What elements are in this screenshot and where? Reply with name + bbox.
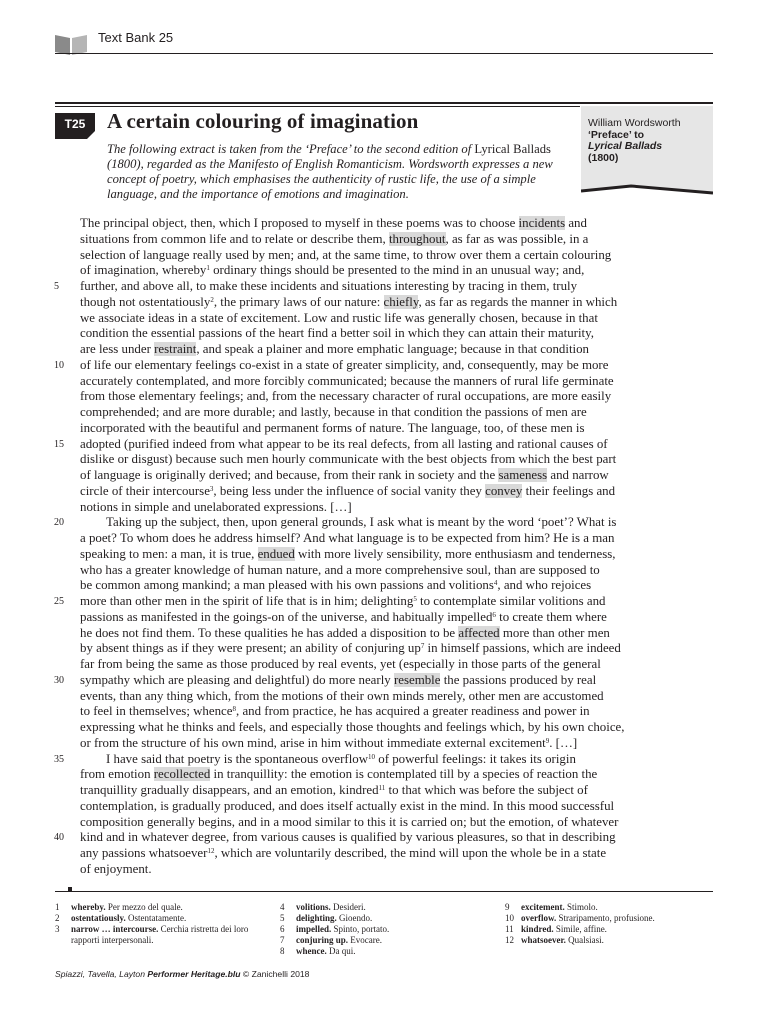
line-number: 5 <box>54 281 59 292</box>
line-text: and <box>565 216 587 230</box>
footnote-term: narrow … intercourse. <box>71 924 159 934</box>
line-number: 20 <box>54 517 64 529</box>
line-text: condition the essential passions of the heart find a better soil in which they can attain their maturity, <box>80 326 594 341</box>
line-text: notions in simple and unelaborated expressions. […] <box>80 499 352 514</box>
footnote-ref: 9 <box>545 736 550 745</box>
line-text: tranquillity gradually disappears, and an emotion, kindred <box>80 783 379 797</box>
footnote-ref: 2 <box>210 295 214 304</box>
text-line <box>80 736 730 752</box>
footnote-number: 8 <box>280 946 285 956</box>
footnote-gloss: Desideri. <box>330 902 366 912</box>
line-text: of imagination, whereby <box>80 263 207 278</box>
author-name: William Wordsworth <box>588 117 681 129</box>
line-text: any passions whatsoever <box>80 846 208 860</box>
line-text: , and from practice, he has acquired a greater readiness and power in <box>236 704 590 719</box>
header-rule <box>55 53 713 54</box>
text-line <box>80 452 730 468</box>
title-top-rule <box>55 102 713 104</box>
footnote-number: 9 <box>505 902 510 912</box>
footnote-ref: 1 <box>206 264 210 273</box>
text-line <box>80 358 730 374</box>
footnote-item <box>280 935 480 946</box>
text-line <box>80 846 730 862</box>
highlighted-word: chiefly <box>383 294 419 309</box>
credits-authors: Spiazzi, Tavella, Layton <box>55 969 145 979</box>
highlighted-word: convey <box>485 483 523 498</box>
text-line <box>80 594 730 610</box>
text-line <box>80 389 730 405</box>
line-text: their feelings and <box>522 483 616 498</box>
footnote-item <box>505 913 715 924</box>
text-line <box>80 815 730 831</box>
work-year: (1800) <box>588 151 619 164</box>
footnote-gloss: Per mezzo del quale. <box>105 902 183 912</box>
highlighted-word: sameness <box>498 468 548 482</box>
line-text: he does not find them. To these qualities he has added a disposition to be <box>80 625 459 640</box>
footnote-item <box>55 924 265 946</box>
text-line <box>80 752 730 768</box>
line-text: adopted (purified indeed from what appear to be its real defects, from all lasting and rational causes of <box>80 436 608 451</box>
line-text: further, and above all, to make these incidents and situations interesting by tracing in them, truly <box>80 279 578 293</box>
text-line <box>80 515 730 531</box>
line-text: be common among mankind; a man pleased with his own passions and volitions <box>80 578 494 593</box>
text-line <box>80 279 730 295</box>
text-line <box>80 862 730 878</box>
page-title: A certain colouring of imagination <box>107 109 419 133</box>
footnote-ref: 4 <box>493 579 498 588</box>
text-line <box>80 783 730 799</box>
line-text: though not ostentatiously <box>80 294 211 309</box>
footnote-item <box>55 913 265 924</box>
text-line <box>80 232 730 248</box>
line-text: , and who rejoices <box>497 578 592 593</box>
text-line <box>80 641 730 657</box>
line-number: 25 <box>54 596 64 607</box>
intro-text: The following extract is taken from the ‘Preface’ to the second edition of <box>107 142 475 156</box>
footnote-gloss: Straripamento, profusione. <box>556 913 655 923</box>
text-line <box>80 531 730 547</box>
text-line <box>80 578 730 594</box>
text-badge-label: T25 <box>64 117 86 131</box>
line-text: speaking to men: a man, it is true, <box>80 546 258 561</box>
line-text: of enjoyment. <box>80 861 152 876</box>
text-line <box>80 767 730 783</box>
footnote-item <box>280 946 480 957</box>
footnote-item <box>505 935 715 946</box>
line-number: 15 <box>54 438 64 450</box>
line-text: , the primary laws of our nature: <box>213 294 384 309</box>
line-text: sympathy which are pleasing and delightful) do more nearly <box>80 672 394 687</box>
footnote-term: impelled. <box>296 924 332 934</box>
footnote-number: 4 <box>280 902 285 912</box>
line-text: of life our elementary feelings co-exist in a state of greater simplicity, and, consequently, may be more <box>80 357 609 372</box>
author-info-text <box>588 118 708 164</box>
highlighted-word: affected <box>458 625 500 640</box>
footnote-ref: 6 <box>492 610 496 619</box>
line-text: contemplation, is gradually produced, and does itself actually exist in the mind. In this mood successful <box>80 798 615 813</box>
footnote-gloss: Gioendo. <box>336 913 373 923</box>
footnote-gloss: Cerchia ristretta dei loro rapporti interpersonali. <box>71 924 249 945</box>
line-text: events, than any thing which, from the motions of their own minds merely, other men are accustomed <box>80 688 604 703</box>
text-line <box>80 547 730 563</box>
line-text: , as far as regards the manner in which <box>418 294 618 309</box>
footnote-number: 6 <box>280 924 285 934</box>
line-text: , as far as was possible, in a <box>445 231 589 246</box>
highlighted-word: resemble <box>393 672 441 687</box>
footnote-item <box>280 924 480 935</box>
highlighted-word: incidents <box>518 216 566 230</box>
footnote-gloss: Qualsiasi. <box>565 935 604 945</box>
text-line <box>80 295 730 311</box>
line-number: 30 <box>54 674 64 686</box>
line-text: to contemplate similar volitions and <box>416 594 606 608</box>
footnote-gloss: Stimolo. <box>564 902 598 912</box>
line-text: circle of their intercourse <box>80 483 210 498</box>
line-text: selection of language really used by men; and, at the same time, to throw over them a certain colouring <box>80 247 612 262</box>
footnote-ref: 5 <box>413 595 417 603</box>
text-line <box>80 326 730 342</box>
footnote-number: 2 <box>55 913 60 923</box>
line-text: situations from common life and to relate or describe them, <box>80 231 389 246</box>
line-number: 35 <box>54 753 64 765</box>
line-text: ordinary things should be presented to the mind in an unusual way; and, <box>209 263 585 278</box>
intro-paragraph <box>107 142 567 202</box>
footnote-term: whereby. <box>71 902 106 912</box>
highlighted-word: endued <box>257 546 295 561</box>
text-line <box>80 484 730 500</box>
line-text: from those elementary feelings; and, from the necessary character of rural occupations, are more easily <box>80 389 612 404</box>
line-text: far from being the same as those produced by real events, yet (especially in those parts of the general <box>80 657 601 671</box>
line-text: of language is originally derived; and because, from their rank in society and the <box>80 468 499 482</box>
line-text: accurately contemplated, and more forcibly communicated; because the manners of rural life germinate <box>80 373 614 388</box>
footnote-marker <box>68 887 72 891</box>
line-text: passions as manifested in the goings-on of the universe, and habitually impelled <box>80 609 493 624</box>
line-text: to create them where <box>495 609 607 624</box>
text-line <box>80 563 730 579</box>
line-text: dislike or disgust) because such men hourly communicate with the best objects from which the best part <box>80 452 617 467</box>
line-number: 10 <box>54 359 64 371</box>
text-line <box>80 216 730 232</box>
line-text: expressing what he thinks and feels, and especially those thoughts and feelings which, by his own choice, <box>80 720 625 734</box>
title-second-rule <box>55 106 580 107</box>
footnotes-column-2 <box>280 902 480 957</box>
text-line <box>80 689 730 705</box>
footnote-number: 1 <box>55 902 60 912</box>
footnote-number: 11 <box>505 924 514 934</box>
footnote-term: volitions. <box>296 902 331 912</box>
footnote-term: excitement. <box>521 902 565 912</box>
footnote-ref: 8 <box>232 705 236 714</box>
footnote-ref: 12 <box>207 847 215 855</box>
text-line <box>80 248 730 264</box>
work-title: Lyrical Ballads <box>588 140 663 152</box>
highlighted-word: throughout <box>388 231 446 246</box>
text-line <box>80 437 730 453</box>
line-text: with more lively sensibility, more enthusiasm and tenderness, <box>294 546 616 561</box>
line-text: The principal object, then, which I proposed to myself in these poems was to choose <box>80 216 519 230</box>
line-text: by absent things as if they were present; an ability of conjuring up <box>80 641 421 656</box>
footnote-gloss: Simile, affine. <box>553 924 607 934</box>
line-text: , which are voluntarily described, the mind will upon the whole be in a state <box>214 846 607 860</box>
line-text: kind and in whatever degree, from various causes is qualified by various pleasures, so that in describing <box>80 830 616 845</box>
line-text: , and speak a plainer and more emphatic language; because in that condition <box>196 342 590 356</box>
footnote-term: conjuring up. <box>296 935 349 945</box>
footnote-term: whatsoever. <box>521 935 566 945</box>
footnote-term: kindred. <box>521 924 554 934</box>
text-line <box>80 799 730 815</box>
footnote-gloss: Da qui. <box>326 946 356 956</box>
footnote-number: 3 <box>55 924 60 934</box>
credits-book: Performer Heritage.blu <box>147 969 241 979</box>
line-text: are less under <box>80 342 155 356</box>
text-line <box>80 405 730 421</box>
line-text: . […] <box>549 735 578 750</box>
text-line <box>80 468 730 484</box>
line-text: I have said that poetry is the spontaneous overflow <box>106 751 369 766</box>
line-text: more than other men <box>499 625 610 640</box>
line-text: in tranquillity: the emotion is contemplated till by a species of reaction the <box>210 767 598 782</box>
line-number: 40 <box>54 832 64 844</box>
text-line <box>80 673 730 689</box>
line-text: incorporated with the beautiful and permanent forms of nature. The language, too, of these men is <box>80 420 585 435</box>
text-line <box>80 342 730 358</box>
footnote-item <box>505 924 715 935</box>
footnote-item <box>505 902 715 913</box>
line-text: comprehended; and are more durable; and lastly, because in that condition the passions of men are <box>80 405 587 419</box>
text-line <box>80 610 730 626</box>
footnote-term: ostentatiously. <box>71 913 126 923</box>
footnote-rule <box>55 891 713 892</box>
text-line <box>80 263 730 279</box>
credits-copyright: © Zanichelli 2018 <box>242 969 310 979</box>
line-text: or from the structure of his own mind, arise in him without immediate external excitement <box>80 735 546 750</box>
book-icon <box>55 33 87 55</box>
text-line <box>80 830 730 846</box>
line-text: composition generally begins, and in a mood similar to this it is carried on; but the emotion, of whatever <box>80 814 619 829</box>
line-text: the passions produced by real <box>440 672 597 687</box>
footnote-gloss: Ostentatamente. <box>125 913 187 923</box>
footnote-gloss: Evocare. <box>348 935 382 945</box>
text-line <box>80 421 730 437</box>
page-credits <box>55 969 309 979</box>
highlighted-word: restraint <box>154 342 197 356</box>
line-text: Taking up the subject, then, upon general grounds, I ask what is meant by the word ‘poet’? What is <box>106 515 617 530</box>
footnote-gloss: Spinto, portato. <box>331 924 390 934</box>
intro-text-end: (1800), regarded as the Manifesto of English Romanticism. Wordsworth expresses a new concept of poetry, which emphasises the authenticity of rustic life, the use of a simple language, and the importance of emotions and imagination. <box>107 157 553 201</box>
line-text: we associate ideas in a state of excitement. Low and rustic life was generally chosen, because in that <box>80 310 598 325</box>
footnote-ref: 10 <box>368 752 376 761</box>
line-text: of powerful feelings: it takes its origin <box>375 751 576 766</box>
text-line <box>80 374 730 390</box>
line-text: to feel in themselves; whence <box>80 704 233 719</box>
text-line <box>80 720 730 736</box>
line-text: who has a greater knowledge of human nature, and a more comprehensive soul, than are supposed to <box>80 562 600 577</box>
text-line <box>80 500 730 516</box>
text-line <box>80 626 730 642</box>
footnote-term: whence. <box>296 946 327 956</box>
footnote-number: 12 <box>505 935 514 945</box>
footnote-item <box>55 902 265 913</box>
running-head: Text Bank 25 <box>98 30 174 45</box>
line-text: more than other men in the spirit of life that is in him; delighting <box>80 594 414 608</box>
footnote-number: 7 <box>280 935 285 945</box>
line-text: , being less under the influence of social vanity they <box>213 483 486 498</box>
line-text: and narrow <box>547 468 609 482</box>
line-text: from emotion <box>80 767 154 782</box>
footnote-item <box>280 913 480 924</box>
footnote-ref: 3 <box>209 484 214 493</box>
highlighted-word: recollected <box>153 767 211 782</box>
preface-label: ‘Preface’ to <box>588 128 645 141</box>
text-line <box>80 311 730 327</box>
footnote-number: 10 <box>505 913 514 923</box>
intro-work-title: Lyrical Ballads <box>474 142 551 156</box>
footnote-term: overflow. <box>521 913 557 923</box>
footnote-term: delighting. <box>296 913 337 923</box>
footnote-number: 5 <box>280 913 285 923</box>
footnotes-column-3 <box>505 902 715 946</box>
text-line <box>80 704 730 720</box>
footnote-ref: 11 <box>378 784 386 792</box>
footnote-item <box>280 902 480 913</box>
extract-body <box>80 216 730 878</box>
footnotes-column-1 <box>55 902 265 946</box>
line-text: a poet? To whom does he address himself? And what language is to be expected from him? He is a man <box>80 531 615 545</box>
line-text: to that which was before the subject of <box>385 783 588 797</box>
footnote-ref: 7 <box>420 642 425 651</box>
text-line <box>80 657 730 673</box>
line-text: in himself passions, which are indeed <box>424 641 621 656</box>
